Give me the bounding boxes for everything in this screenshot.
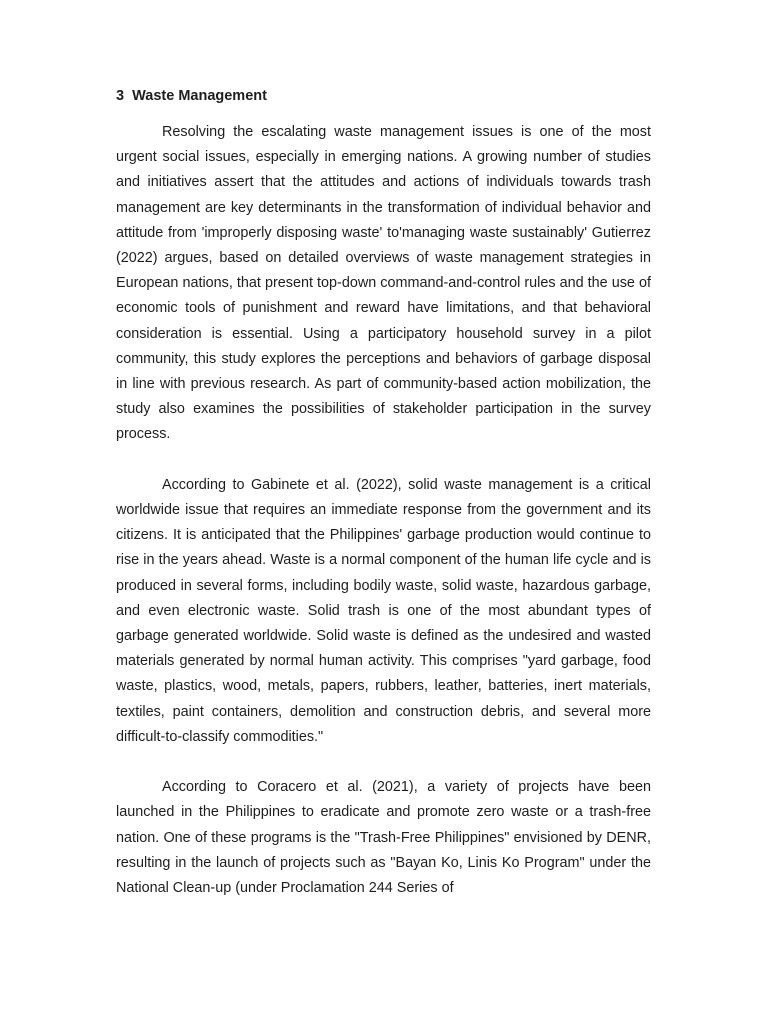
paragraph-waste-issues: Resolving the escalating waste management issues is one of the most urgent social issues, especially in emerging nations. A growing number of studies and initiatives assert that the attitudes and actions of individuals towards trash management are key determinants in the transformation of individual behavior and attitude from 'improperly disposing waste' to'managing waste sustainably' Gutierrez (2022) argues, based on detailed overviews of waste management strategies in European nations, that present top-down command-and-control rules and the use of economic tools of punishment and reward have limitations, and that behavioral consideration is essential. Using a participatory household survey in a pilot community, this study explores the perceptions and behaviors of garbage disposal in line with previous research. As part of community-based action mobilization, the study also examines the possibilities of stakeholder participation in the survey process.: [116, 124, 651, 443]
document-page: [116, 84, 651, 926]
paragraph-coracero: According to Coracero et al. (2021), a variety of projects have been launched in the Philippines to eradicate and promote zero waste or a trash-free nation. One of these programs is the "Trash-Free Philippines" envisioned by DENR, resulting in the launch of projects such as "Bayan Ko, Linis Ko Program" under the National Clean-up (under Proclamation 244 Series of: [116, 779, 651, 897]
heading-spacer: [116, 109, 651, 120]
section-heading: 3 Waste Management: [116, 88, 267, 104]
paragraph-gabinete: According to Gabinete et al. (2022), solid waste management is a critical worldwide issue that requires an immediate response from the government and its citizens. It is anticipated that the Philippines' garbage production would continue to rise in the years ahead. Waste is a normal component of the human life cycle and is produced in several forms, including bodily waste, solid waste, hazardous garbage, and even electronic waste. Solid trash is one of the most abundant types of garbage generated worldwide. Solid waste is defined as the undesired and wasted materials generated by normal human activity. This comprises "yard garbage, food waste, plastics, wood, metals, papers, rubbers, leather, batteries, inert materials, textiles, paint containers, demolition and construction debris, and several more difficult-to-classify commodities.": [116, 476, 651, 745]
